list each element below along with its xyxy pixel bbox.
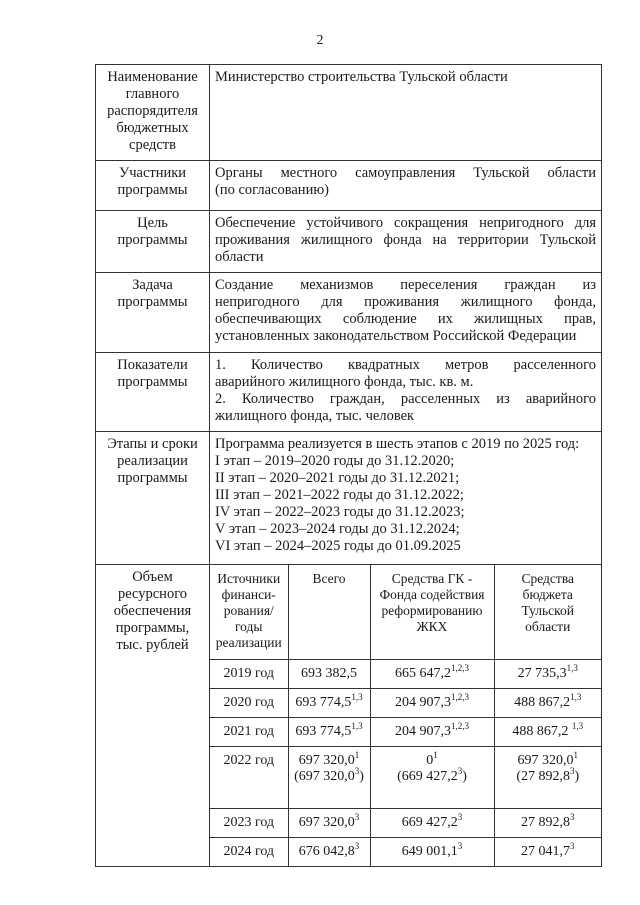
total-cell: 697 320,0$^1$ (697 320,0$^3$) bbox=[288, 747, 370, 809]
value-finance bbox=[210, 565, 602, 867]
label-task: Задача программы bbox=[96, 273, 210, 353]
table-row bbox=[210, 718, 601, 747]
row-participants bbox=[96, 161, 602, 211]
region-cell: 27 892,8$^3$ bbox=[494, 809, 601, 838]
table-row bbox=[210, 660, 601, 689]
value-indicators: 1. Количество квадратных метров расселенного аварийного жилищного фонда, тыс. кв. м. 2. Количество граждан, расселенных из аварийного жилищного фонда, тыс. человек bbox=[210, 353, 602, 432]
finance-header-row bbox=[210, 565, 601, 660]
total-cell: 697 320,0$^3$ bbox=[288, 809, 370, 838]
value-participants: Органы местного самоуправления Тульской области (по согласованию) bbox=[210, 161, 602, 211]
header-fund: Средства ГК - Фонда содействия реформированию ЖКХ bbox=[370, 565, 494, 660]
header-region: Средства бюджета Тульской области bbox=[494, 565, 601, 660]
table-row bbox=[210, 689, 601, 718]
total-cell: 693 774,5$^{1,3}$ bbox=[288, 689, 370, 718]
row-indicators bbox=[96, 353, 602, 432]
label-goal: Цель программы bbox=[96, 211, 210, 273]
region-cell: 697 320,0$^1$ (27 892,8$^3$) bbox=[494, 747, 601, 809]
value-task: Создание механизмов переселения граждан из непригодного для проживания жилищного фонда, обеспечивающих соблюдение их жилищных прав, установленных законодательством Российской Федерации bbox=[210, 273, 602, 353]
program-passport-table bbox=[95, 64, 602, 867]
fund-cell: 665 647,2$^{1,2,3}$ bbox=[370, 660, 494, 689]
label-finance: Объем ресурсного обеспечения программы, тыс. рублей bbox=[96, 565, 210, 867]
fund-cell: 649 001,1$^3$ bbox=[370, 838, 494, 867]
label-stages: Этапы и сроки реализации программы bbox=[96, 432, 210, 565]
header-sources: Источники финанси- рования/ годы реализации bbox=[210, 565, 288, 660]
row-finance bbox=[96, 565, 602, 867]
year-cell: 2024 год bbox=[210, 838, 288, 867]
table-row bbox=[210, 809, 601, 838]
row-task bbox=[96, 273, 602, 353]
value-stages: Программа реализуется в шесть этапов с 2019 по 2025 год: I этап – 2019–2020 годы до 31.12.2020; II этап – 2020–2021 годы до 31.12.2021; III этап – 2021–2022 годы до 31.12.2022; IV этап – 2022–2023 годы до 31.12.2023; V этап – 2023–2024 годы до 31.12.2024; VI этап – 2024–2025 годы до 01.09.2025 bbox=[210, 432, 602, 565]
header-total: Всего bbox=[288, 565, 370, 660]
label-participants: Участники программы bbox=[96, 161, 210, 211]
row-goal bbox=[96, 211, 602, 273]
total-cell: 693 774,5$^{1,3}$ bbox=[288, 718, 370, 747]
table-row bbox=[210, 838, 601, 867]
year-cell: 2021 год bbox=[210, 718, 288, 747]
region-cell: 488 867,2 $^{1,3}$ bbox=[494, 718, 601, 747]
fund-cell: $0^1$ (669 427,2$^3$) bbox=[370, 747, 494, 809]
label-indicators: Показатели программы bbox=[96, 353, 210, 432]
year-cell: 2022 год bbox=[210, 747, 288, 809]
region-cell: 27 735,3$^{1,3}$ bbox=[494, 660, 601, 689]
year-cell: 2019 год bbox=[210, 660, 288, 689]
region-cell: 27 041,7$^3$ bbox=[494, 838, 601, 867]
value-goal: Обеспечение устойчивого сокращения непригодного для проживания жилищного фонда на территории Тульской области bbox=[210, 211, 602, 273]
fund-cell: 204 907,3$^{1,2,3}$ bbox=[370, 689, 494, 718]
region-cell: 488 867,2$^{1,3}$ bbox=[494, 689, 601, 718]
value-chief-administrator: Министерство строительства Тульской области bbox=[210, 65, 602, 161]
year-cell: 2023 год bbox=[210, 809, 288, 838]
row-chief-administrator bbox=[96, 65, 602, 161]
fund-cell: 204 907,3$^{1,2,3}$ bbox=[370, 718, 494, 747]
page-number: 2 bbox=[316, 33, 324, 48]
table-row bbox=[210, 747, 601, 809]
year-cell: 2020 год bbox=[210, 689, 288, 718]
label-chief-administrator: Наименование главного распорядителя бюджетных средств bbox=[96, 65, 210, 161]
row-stages bbox=[96, 432, 602, 565]
total-cell: 676 042,8$^3$ bbox=[288, 838, 370, 867]
fund-cell: 669 427,2$^3$ bbox=[370, 809, 494, 838]
finance-table bbox=[210, 565, 601, 866]
total-cell: 693 382,5 bbox=[288, 660, 370, 689]
